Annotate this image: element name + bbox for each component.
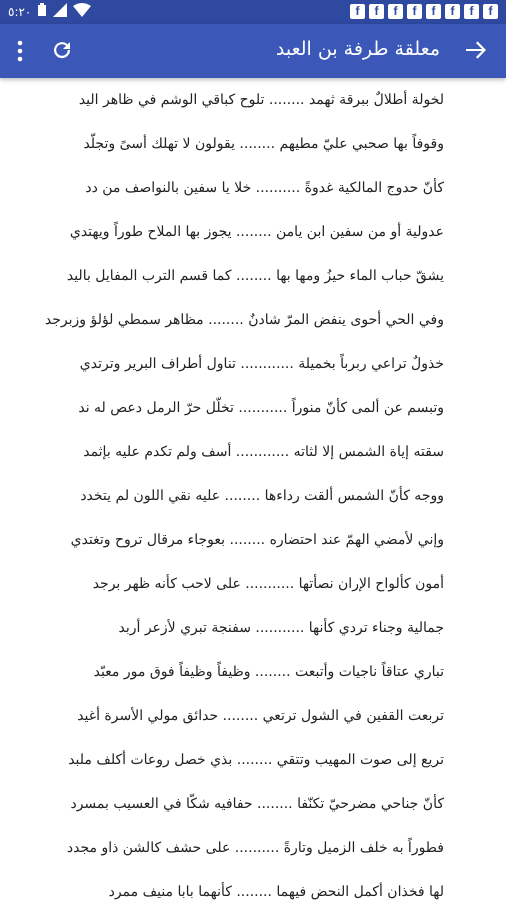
verse-line: عدولية أو من سفين ابن يامن ........ يجوز بها الملاح طوراً ويهتدي [69,224,444,240]
verse-line: تريع إلى صوت المهيب وتتقي ........ بذي خصل روعات أكلف ملبد [68,752,444,768]
facebook-icon: f [388,4,403,19]
status-time: ٥:٢٠ [8,4,32,19]
verse-line: أمون كألواح الإران نصأتها ........... على لاحب كأنه ظهر برجد [92,576,444,592]
verse-line: تباري عتاقاً ناجيات وأتبعت ........ وظيفاً وظيفاً فوق مور معبّد [93,664,444,680]
page-title: معلقة طرفة بن العبد [275,38,440,60]
verse-line: جمالية وجناء تردي كأنها ........... سفنجة تبري لأزعر أربد [118,620,444,636]
verse-line: ووجه كأنّ الشمس ألقت رداءها ........ عليه نقي اللون لم يتخدد [80,488,444,504]
status-bar [0,0,506,24]
verse-line: لها فخذان أكمل النحض فيهما ........ كأنهما بابا منيف ممرد [108,884,444,900]
wifi-icon [73,3,91,20]
facebook-icon: f [350,4,365,19]
more-vert-icon[interactable] [10,38,30,64]
verse-line: وإني لأمضي الهمّ عند احتضاره ........ بعوجاء مرقال تروح وتغتدي [70,532,444,548]
facebook-icon: f [445,4,460,19]
battery-icon [37,3,47,20]
verse-line: فطوراً به خلف الزميل وتارةً .......... على حشف كالشن ذاو مجدد [66,840,444,856]
refresh-icon[interactable] [50,38,74,62]
verse-line: كأنّ جناحي مضرحيّ تكنّفا ........ حفافيه شكّا في العسيب بمسرد [70,796,444,812]
poem-content [0,78,506,900]
facebook-icon: f [464,4,479,19]
facebook-icon: f [369,4,384,19]
facebook-icon: f [426,4,441,19]
facebook-icon: f [407,4,422,19]
verse-line: يشقّ حباب الماء حيزُ ومها بها ........ كما قسم الترب المفايل باليد [66,268,444,284]
verse-line: وتبسم عن ألمى كأنّ منوراً ........... تخلّل حرّ الرمل دعص له ند [78,400,444,416]
app-bar [0,24,506,78]
verse-line: وقوفاً بها صحبي عليّ مطيهم ........ يقولون لا تهلك أسىً وتجلّد [83,136,444,152]
status-left [8,3,91,20]
signal-icon [53,3,67,20]
notification-icons [350,4,498,19]
verse-line: وفي الحي أحوى ينفض المرّ شادنٌ ........ مظاهر سمطي لؤلؤ وزبرجد [44,312,444,328]
verse-line: سقته إياة الشمس إلا لثاته ............ أسف ولم تكدم عليه بإثمد [83,444,444,460]
verse-line: كأنّ حدوج المالكية غدوةً .......... خلا يا سفين بالنواصف من دد [85,180,444,196]
verse-line: لخولة أطلالٌ ببرقة ثهمد ........ تلوح كباقي الوشم في ظاهر اليد [78,92,444,108]
arrow-forward-icon[interactable] [462,36,490,64]
facebook-icon: f [483,4,498,19]
verse-line: خذولٌ تراعي ربرباً بخميلة ............ تناول أطراف البرير وترتدي [79,356,444,372]
verse-line: تربعت القفين في الشول ترتعي ........ حدائق مولي الأسرة أغيد [77,708,444,724]
